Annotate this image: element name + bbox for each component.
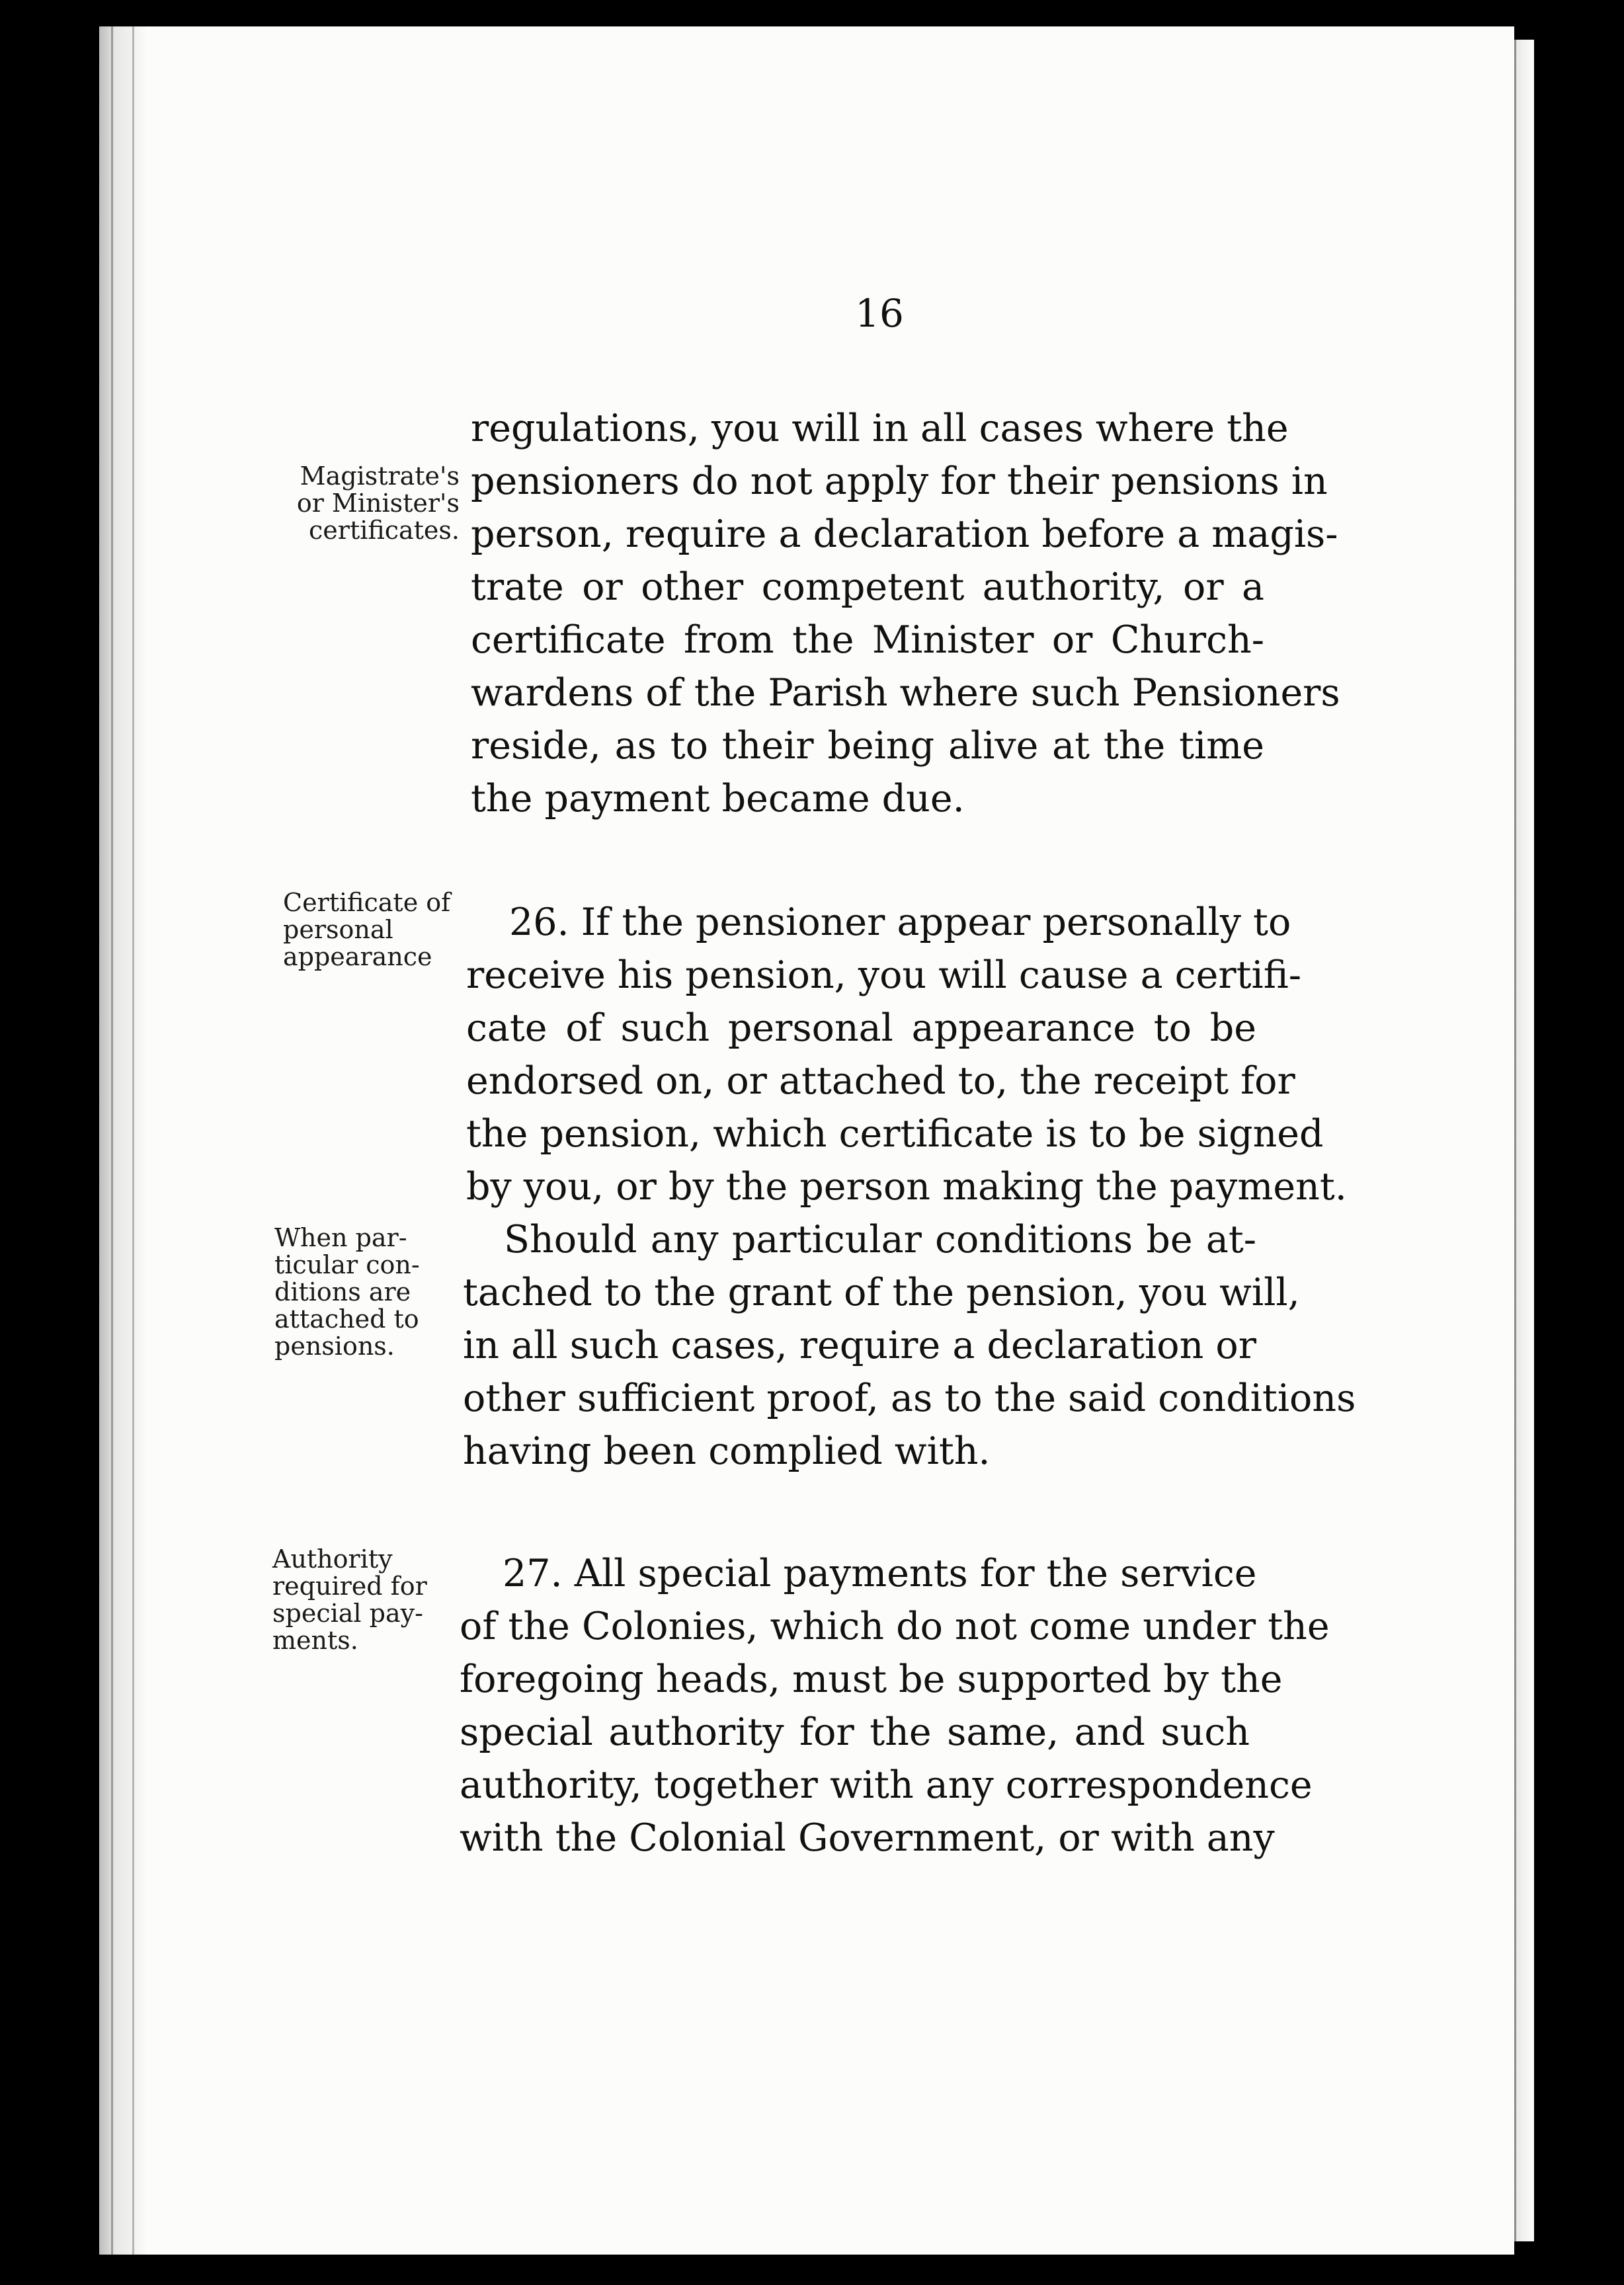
next-page-edge-line xyxy=(1514,40,1516,2241)
margin-note-special-payments xyxy=(272,1546,427,1654)
paragraph-a-line: the payment became due. xyxy=(471,777,965,821)
paragraph-26-line: in all such cases, require a declaration or xyxy=(463,1324,1256,1367)
binding-edge-line xyxy=(111,26,113,2255)
paragraph-26-line: 26. If the pensioner appear personally to xyxy=(509,901,1291,944)
margin-note-line: When par- xyxy=(274,1223,407,1252)
margin-note-line: personal xyxy=(283,915,393,944)
margin-note-line: ditions are xyxy=(274,1277,411,1306)
paragraph-26-line: by you, or by the person making the payment. xyxy=(466,1165,1347,1209)
binding-edge-line-inner xyxy=(132,26,134,2255)
paragraph-27-line: with the Colonial Government, or with any xyxy=(460,1816,1275,1860)
paragraph-a-line: reside, as to their being alive at the time xyxy=(471,724,1264,768)
margin-note-line: attached to xyxy=(274,1304,419,1334)
margin-note-magistrates-certificates xyxy=(288,463,460,544)
margin-note-line: Certificate of xyxy=(283,888,451,917)
paragraph-26-line: other sufficient proof, as to the said conditions xyxy=(463,1377,1356,1420)
margin-note-line: ments. xyxy=(272,1626,358,1655)
paragraph-26-line: endorsed on, or attached to, the receipt for xyxy=(466,1059,1295,1103)
paragraph-a-line: pensioners do not apply for their pensions in xyxy=(471,460,1328,503)
margin-note-line: certificates. xyxy=(309,516,460,545)
margin-note-line: required for xyxy=(272,1572,427,1601)
paragraph-26-line: receive his pension, you will cause a certifi- xyxy=(466,953,1301,997)
margin-note-line: or Minister's xyxy=(296,489,460,518)
paragraph-27-line: special authority for the same, and such xyxy=(460,1710,1250,1754)
paragraph-26-line: the pension, which certificate is to be signed xyxy=(466,1112,1324,1156)
margin-note-line: Magistrate's xyxy=(300,461,460,491)
paragraph-27-line: authority, together with any correspondence xyxy=(460,1763,1313,1807)
paragraph-26-line: cate of such personal appearance to be xyxy=(466,1006,1256,1050)
paragraph-27-line: of the Colonies, which do not come under the xyxy=(460,1605,1330,1648)
paragraph-26-line: having been complied with. xyxy=(463,1429,991,1473)
page-number: 16 xyxy=(855,291,904,336)
paragraph-26-line: tached to the grant of the pension, you will, xyxy=(463,1271,1300,1314)
margin-note-line: pensions. xyxy=(274,1332,395,1361)
paragraph-a-line: trate or other competent authority, or a xyxy=(471,565,1264,609)
paragraph-27-line: 27. All special payments for the service xyxy=(503,1552,1257,1595)
margin-note-line: special pay- xyxy=(272,1599,423,1628)
margin-note-personal-appearance xyxy=(283,889,450,971)
paragraph-27-line: foregoing heads, must be supported by the xyxy=(460,1658,1283,1701)
paragraph-a-line: regulations, you will in all cases where the xyxy=(471,407,1289,450)
paragraph-a-line: certificate from the Minister or Church- xyxy=(471,618,1264,662)
margin-note-line: ticular con- xyxy=(274,1250,420,1279)
paragraph-a-line: wardens of the Parish where such Pensioners xyxy=(471,671,1340,715)
paragraph-26-line: Should any particular conditions be at- xyxy=(504,1218,1256,1262)
margin-note-line: appearance xyxy=(283,942,432,971)
margin-note-conditions xyxy=(274,1224,420,1360)
page-binding-shadow xyxy=(99,26,145,2255)
margin-note-line: Authority xyxy=(272,1544,393,1574)
next-page-edge xyxy=(1514,40,1534,2241)
paragraph-a-line: person, require a declaration before a magis- xyxy=(471,512,1338,556)
